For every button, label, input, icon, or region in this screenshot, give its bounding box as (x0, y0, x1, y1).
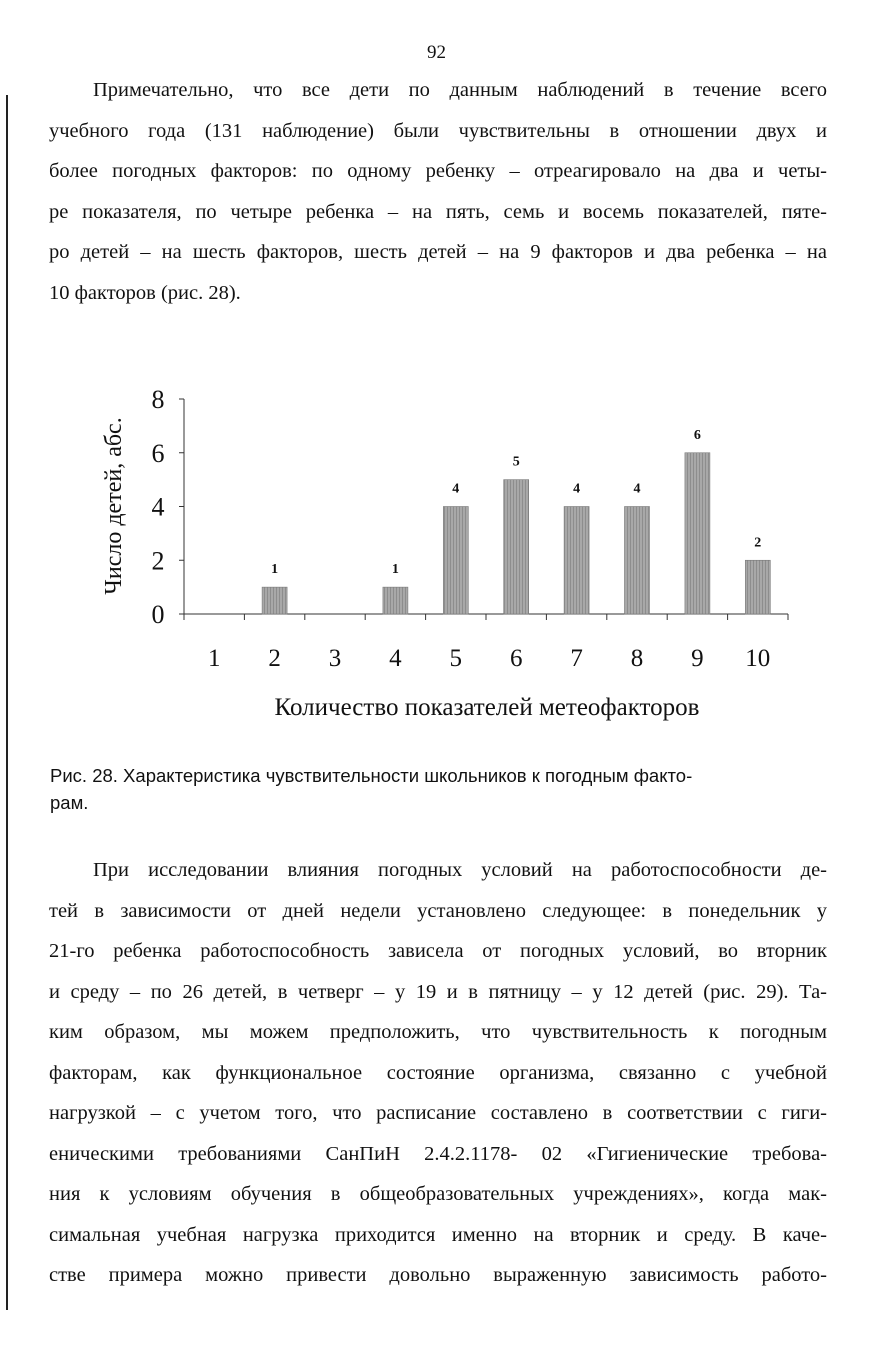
x-tick-label: 10 (745, 645, 771, 672)
y-tick-label: 8 (151, 385, 165, 414)
x-tick-label: 6 (509, 645, 523, 672)
chart-bar (262, 587, 287, 614)
bar-chart (0, 380, 873, 730)
paragraph-2-line: ния к условиям обучения в общеобразовательных учреждениях», когда мак- (49, 1183, 827, 1205)
paragraph-1-line: учебного года (131 наблюдение) были чувствительны в отношении двух и (49, 119, 827, 142)
bar-data-label: 1 (271, 562, 279, 578)
paragraph-1-line: более погодных факторов: по одному ребенку – отреагировало на два и четы- (49, 160, 827, 182)
paragraph-1 (49, 70, 827, 313)
paragraph-2 (49, 850, 827, 1296)
chart-bar (564, 507, 589, 615)
paragraph-1-line: ре показателя, по четыре ребенка – на пять, семь и восемь показателей, пяте- (49, 200, 827, 223)
y-tick-label: 4 (151, 492, 165, 522)
paragraph-1-line: ро детей – на шесть факторов, шесть детей – на 9 факторов и два ребенка – на (49, 241, 827, 263)
y-tick-label: 6 (151, 438, 165, 468)
x-tick-label: 7 (570, 645, 583, 672)
chart-bar (625, 507, 650, 615)
x-tick-label: 8 (630, 645, 644, 672)
x-tick-label: 5 (449, 645, 463, 672)
x-tick-label: 3 (328, 645, 342, 672)
paragraph-2-line: еническими требованиями СанПиН 2.4.2.1178- 02 «Гигиенические требова- (49, 1142, 827, 1165)
bar-data-label: 6 (693, 427, 701, 443)
x-tick-label: 4 (389, 645, 402, 672)
bar-data-label: 5 (512, 454, 520, 470)
page-number: 92 (427, 42, 446, 63)
x-tick-label: 1 (207, 645, 221, 672)
paragraph-2-line: факторам, как функциональное состояние организма, связанно с учебной (49, 1061, 827, 1084)
bar-data-label: 1 (391, 562, 399, 578)
paragraph-2-line: тей в зависимости от дней недели установлено следующее: в понедельник у (49, 899, 827, 922)
paragraph-2-line: нагрузкой – с учетом того, что расписание составлено в соответствии с гиги- (49, 1102, 827, 1124)
y-axis-title: Число детей, абс. (101, 417, 127, 595)
x-axis-title: Количество показателей метеофакторов (274, 694, 700, 721)
y-tick-label: 0 (151, 600, 165, 629)
bar-data-label: 2 (754, 535, 762, 551)
figure-caption (50, 762, 830, 816)
paragraph-2-line: 21-го ребенка работоспособность зависела от погодных условий, во вторник (49, 940, 827, 962)
paragraph-2-line: ким образом, мы можем предположить, что чувствительность к погодным (49, 1021, 827, 1043)
chart-bar (685, 453, 710, 614)
paragraph-2-line: При исследовании влияния погодных условий на работоспособности де- (93, 859, 827, 881)
x-tick-label: 9 (691, 645, 704, 672)
chart-bar (504, 480, 529, 614)
bar-data-label: 4 (633, 481, 641, 497)
caption-line: рам. (50, 792, 89, 813)
chart-bar (745, 560, 770, 614)
bar-data-label: 4 (452, 481, 460, 497)
chart-bar (383, 587, 408, 614)
bar-data-label: 4 (573, 481, 581, 497)
caption-line: Рис. 28. Характеристика чувствительности школьников к погодным факто- (50, 765, 693, 786)
paragraph-1-line: Примечательно, что все дети по данным наблюдений в течение всего (93, 79, 827, 101)
paragraph-2-line: стве примера можно привести довольно выраженную зависимость работо- (49, 1264, 827, 1286)
chart-bar (443, 507, 468, 615)
y-tick-label: 2 (151, 546, 165, 576)
x-tick-label: 2 (268, 645, 281, 672)
paragraph-2-line: симальная учебная нагрузка приходится именно на вторник и среду. В каче- (49, 1223, 827, 1246)
paragraph-2-line: и среду – по 26 детей, в четверг – у 19 и в пятницу – у 12 детей (рис. 29). Та- (49, 980, 827, 1003)
paragraph-1-line: 10 факторов (рис. 28). (49, 281, 241, 304)
